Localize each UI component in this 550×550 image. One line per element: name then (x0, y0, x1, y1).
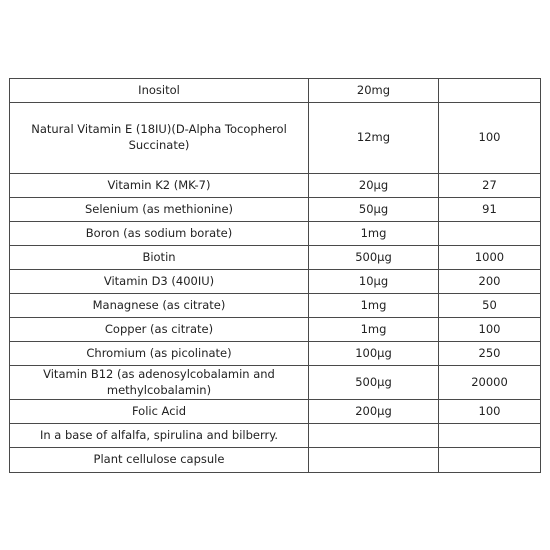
ingredient-name-cell: Managnese (as citrate) (10, 294, 309, 318)
ingredient-name-cell: Natural Vitamin E (18IU)(D-Alpha Tocopherol Succinate) (10, 103, 309, 174)
ingredient-name-cell: Folic Acid (10, 400, 309, 424)
table-row (10, 222, 541, 246)
nrv-cell: 200 (439, 270, 541, 294)
nrv-cell: 27 (439, 174, 541, 198)
ingredient-name-cell: Biotin (10, 246, 309, 270)
amount-cell: 20µg (309, 174, 439, 198)
nrv-cell: 50 (439, 294, 541, 318)
ingredient-name-cell: Inositol (10, 79, 309, 103)
amount-cell: 200µg (309, 400, 439, 424)
nrv-cell: 100 (439, 400, 541, 424)
table-row (10, 270, 541, 294)
amount-cell: 500µg (309, 366, 439, 400)
table-row (10, 103, 541, 174)
ingredient-name-cell: Vitamin B12 (as adenosylcobalamin and methylcobalamin) (10, 366, 309, 400)
nrv-cell (439, 79, 541, 103)
nrv-cell: 91 (439, 198, 541, 222)
nrv-cell (439, 222, 541, 246)
amount-cell: 500µg (309, 246, 439, 270)
nrv-cell: 100 (439, 318, 541, 342)
table-row (10, 366, 541, 400)
table-row (10, 198, 541, 222)
amount-cell: 12mg (309, 103, 439, 174)
table-row (10, 79, 541, 103)
table-row (10, 424, 541, 448)
amount-cell (309, 424, 439, 448)
nrv-cell: 1000 (439, 246, 541, 270)
amount-cell: 100µg (309, 342, 439, 366)
amount-cell: 1mg (309, 318, 439, 342)
amount-cell: 10µg (309, 270, 439, 294)
nutrition-table (9, 78, 541, 473)
ingredient-name-cell: Selenium (as methionine) (10, 198, 309, 222)
amount-cell (309, 448, 439, 473)
table-row (10, 246, 541, 270)
table-row (10, 400, 541, 424)
amount-cell: 20mg (309, 79, 439, 103)
nrv-cell: 100 (439, 103, 541, 174)
ingredient-name-cell: Vitamin K2 (MK-7) (10, 174, 309, 198)
table-row (10, 318, 541, 342)
ingredient-name-cell: In a base of alfalfa, spirulina and bilberry. (10, 424, 309, 448)
amount-cell: 50µg (309, 198, 439, 222)
nrv-cell (439, 448, 541, 473)
nrv-cell: 20000 (439, 366, 541, 400)
table-row (10, 174, 541, 198)
ingredient-name-cell: Vitamin D3 (400IU) (10, 270, 309, 294)
table-row (10, 448, 541, 473)
ingredient-name-cell: Chromium (as picolinate) (10, 342, 309, 366)
ingredient-name-cell: Copper (as citrate) (10, 318, 309, 342)
nrv-cell (439, 424, 541, 448)
ingredient-name-cell: Boron (as sodium borate) (10, 222, 309, 246)
table-row (10, 294, 541, 318)
amount-cell: 1mg (309, 294, 439, 318)
table-row (10, 342, 541, 366)
nrv-cell: 250 (439, 342, 541, 366)
ingredient-name-cell: Plant cellulose capsule (10, 448, 309, 473)
amount-cell: 1mg (309, 222, 439, 246)
